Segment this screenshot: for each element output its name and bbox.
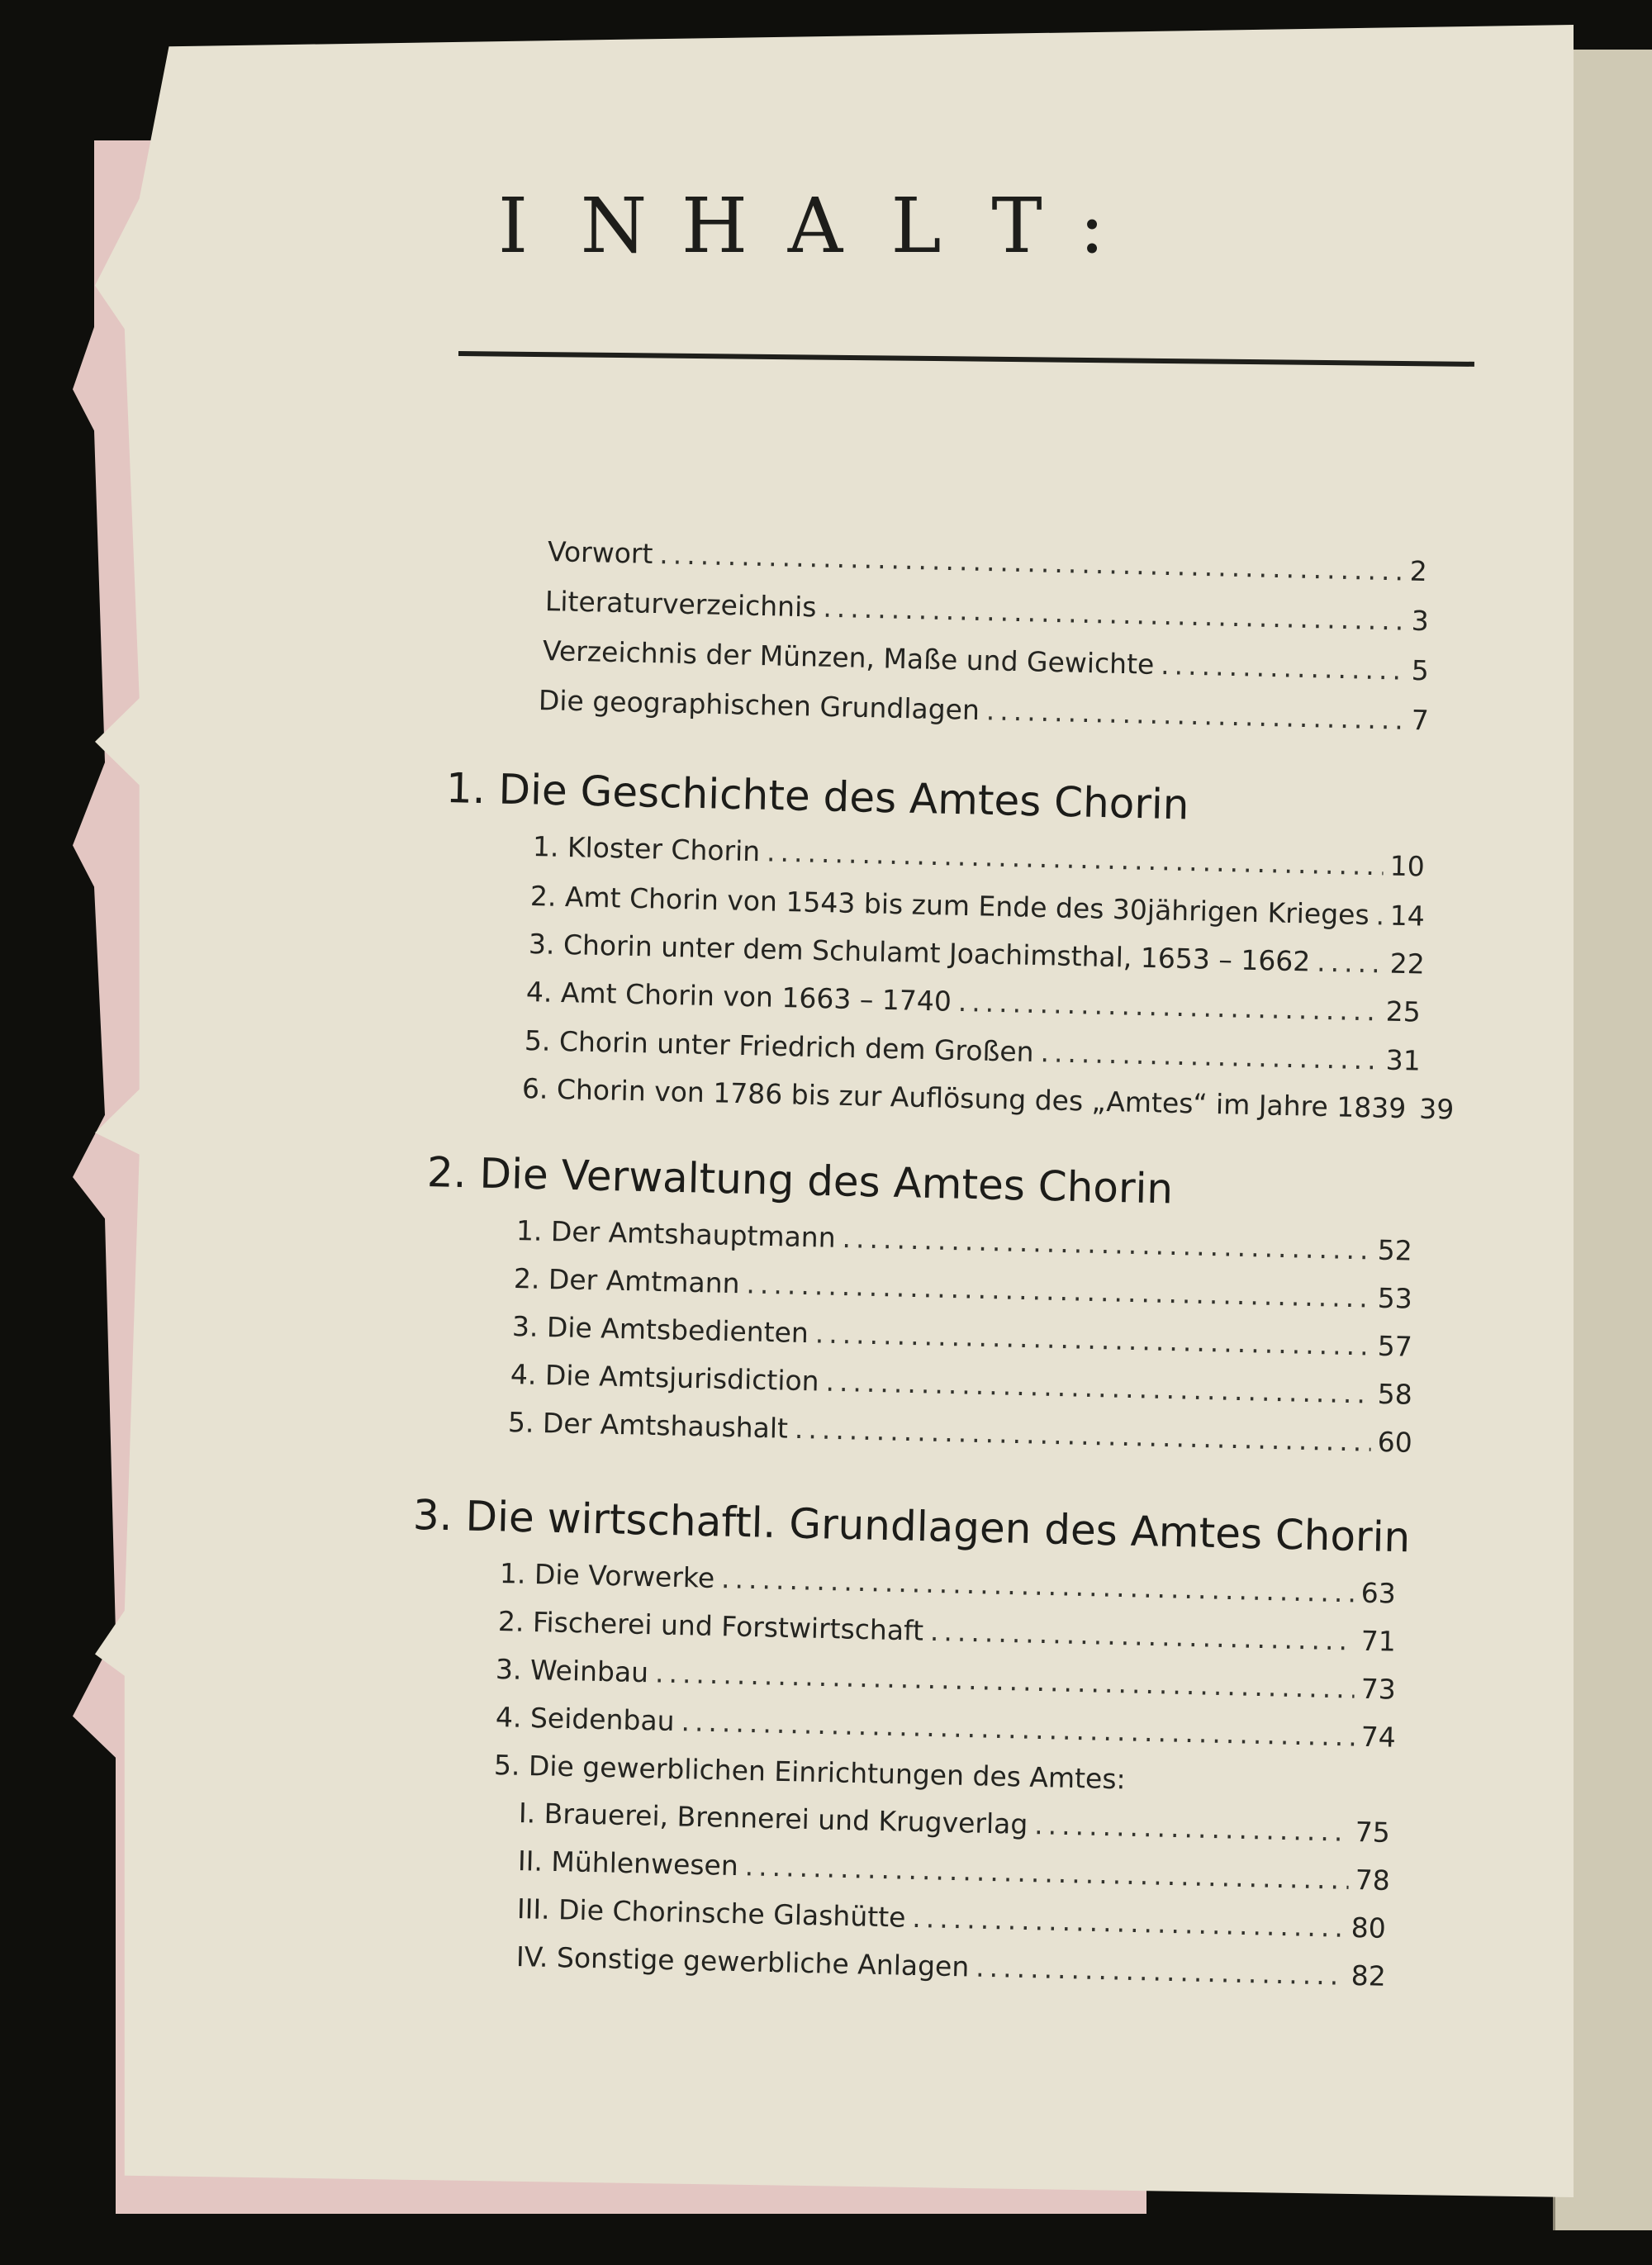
leader-dots — [1317, 946, 1384, 980]
section-heading: 2. Die Verwaltung des Amtes Chorin — [426, 1148, 1174, 1213]
toc-entry-label: Verzeichnis der Münzen, Maße und Gewichte — [542, 634, 1155, 681]
toc-entry-page: 73 — [1360, 1672, 1397, 1706]
toc-entry-label: 1. Kloster Chorin — [532, 830, 761, 868]
toc-entry-page: 58 — [1377, 1377, 1413, 1411]
toc-entry-page: 75 — [1355, 1815, 1391, 1849]
section-heading: 3. Die wirtschaftl. Grundlagen des Amtes Chorin — [412, 1491, 1411, 1562]
toc-entry-page: 14 — [1389, 899, 1426, 933]
toc-entry-page: 57 — [1377, 1329, 1413, 1363]
toc-entry-page: 82 — [1351, 1959, 1387, 1992]
toc-entry-label: I. Brauerei, Brennerei und Krugverlag — [518, 1797, 1028, 1840]
toc-entry-label: 5. Der Amtshaushalt — [507, 1406, 789, 1445]
toc-entry-label: Vorwort — [547, 535, 653, 570]
title-letter: I — [497, 182, 529, 270]
toc-entry-page: 5 — [1411, 653, 1430, 687]
title-letter: H — [681, 182, 748, 270]
toc-entry-label: 3. Chorin unter dem Schulamt Joachimsthal, 1653 – 1662 — [528, 928, 1311, 978]
toc-entry-page: 80 — [1351, 1911, 1387, 1944]
toc-entry-label: 4. Seidenbau — [495, 1701, 676, 1737]
title-letter: A — [787, 182, 843, 270]
toc-entry-label: III. Die Chorinsche Glashütte — [516, 1892, 906, 1934]
toc-entry-page: 63 — [1360, 1576, 1397, 1610]
toc-entry-label: IV. Sonstige gewerbliche Anlagen — [515, 1940, 970, 1983]
title-letter: T — [991, 182, 1042, 270]
toc-entry-label: 5. Chorin unter Friedrich dem Großen — [524, 1024, 1035, 1068]
toc-entry-label: 1. Der Amtshauptmann — [515, 1214, 837, 1254]
toc-entry-page: 31 — [1385, 1043, 1422, 1077]
toc-entry-label: 2. Der Amtmann — [513, 1262, 740, 1300]
leader-dots — [1161, 648, 1405, 686]
toc-entry-label: Literaturverzeichnis — [544, 585, 817, 624]
toc-entry-page: 71 — [1360, 1624, 1397, 1658]
leader-dots — [1375, 899, 1384, 931]
toc-entry-label: 4. Die Amtsjurisdiction — [510, 1358, 820, 1398]
page-title — [463, 182, 1520, 270]
toc-entry-page: 60 — [1377, 1425, 1413, 1459]
toc-entry-page: 78 — [1355, 1864, 1391, 1897]
toc-entry-label: II. Mühlenwesen — [517, 1845, 739, 1883]
toc-entry-label: 5. Die gewerblichen Einrichtungen des Amtes: — [493, 1749, 1127, 1796]
toc-entry-page: 2 — [1409, 554, 1428, 588]
title-letter: : — [1079, 182, 1105, 270]
section-heading: 1. Die Geschichte des Amtes Chorin — [445, 764, 1190, 829]
toc-entry-page: 53 — [1377, 1281, 1413, 1315]
toc-entry-page: 3 — [1411, 604, 1430, 638]
toc-entry-label: Die geographischen Grundlagen — [538, 684, 980, 727]
toc-entry-page: 74 — [1360, 1720, 1397, 1754]
toc-entry-label: 4. Amt Chorin von 1663 – 1740 — [525, 976, 952, 1018]
title-letter: N — [580, 182, 648, 270]
toc-entry-label: 2. Amt Chorin von 1543 bis zum Ende des 30jährigen Krieges — [529, 880, 1370, 932]
toc-entry-label: 2. Fischerei und Forstwirtschaft — [497, 1605, 924, 1647]
toc-entry-label: 3. Weinbau — [495, 1653, 649, 1689]
toc-entry-page: 52 — [1377, 1233, 1413, 1267]
toc-entry-page: 25 — [1385, 995, 1422, 1028]
leader-dots — [1412, 1092, 1413, 1124]
toc-entry-page: 22 — [1389, 947, 1426, 981]
toc-entry-label: 3. Die Amtsbedienten — [511, 1310, 809, 1350]
toc-entry-label: 6. Chorin von 1786 bis zur Auflösung des „Amtes“ im Jahre 1839 — [521, 1072, 1407, 1125]
toc-entry-label: 1. Die Vorwerke — [499, 1557, 715, 1594]
toc-entry-page: 7 — [1411, 703, 1430, 737]
toc-entry-page: 10 — [1389, 849, 1426, 883]
title-letter: L — [890, 182, 942, 270]
toc-entry-page: 39 — [1418, 1092, 1455, 1126]
